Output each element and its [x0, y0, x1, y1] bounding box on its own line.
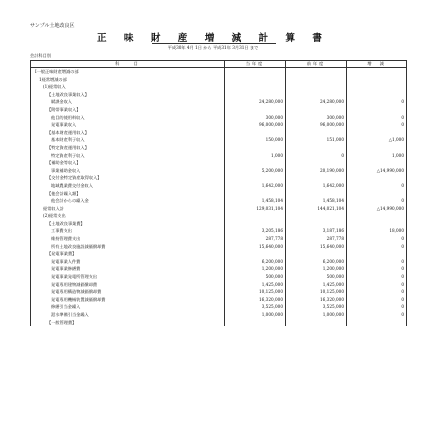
current-year-cell: [225, 190, 286, 198]
table-row: [31, 98, 407, 106]
table-row: [31, 197, 407, 205]
prior-year-cell: 3,525,000: [286, 303, 347, 311]
account-cell: 発電事業発電所管理支出: [31, 273, 225, 281]
change-cell: [347, 144, 407, 152]
table-row: [31, 136, 407, 144]
table-row: [31, 129, 407, 137]
account-cell: 特定資産利子収入: [31, 152, 225, 160]
table-row: [31, 91, 407, 99]
current-year-cell: 96,000,000: [225, 121, 286, 129]
table-row: [31, 212, 407, 220]
account-cell: 事業補助金収入: [31, 167, 225, 175]
table-row: [31, 258, 407, 266]
prior-year-cell: 1,200,000: [286, 265, 347, 273]
change-cell: △1,000: [347, 136, 407, 144]
table-row: [31, 288, 407, 296]
current-year-cell: 150,000: [225, 136, 286, 144]
change-cell: 1,000: [347, 152, 407, 160]
table-row: [31, 227, 407, 235]
change-cell: 0: [347, 303, 407, 311]
table-row: [31, 159, 407, 167]
current-year-cell: 1,642,000: [225, 182, 286, 190]
prior-year-cell: 20,190,000: [286, 167, 347, 175]
prior-year-cell: 300,000: [286, 114, 347, 122]
prior-year-cell: [286, 68, 347, 76]
account-cell: 【他会計繰入額】: [31, 190, 225, 198]
account-cell: 基本財産利子収入: [31, 136, 225, 144]
account-cell: 【附帯事業収入】: [31, 106, 225, 114]
prior-year-cell: 96,000,000: [286, 121, 347, 129]
table-row: [31, 243, 407, 251]
table-body: [31, 68, 407, 327]
change-cell: [347, 91, 407, 99]
account-cell: 発電事業修繕費: [31, 265, 225, 273]
prior-year-cell: 0: [286, 152, 347, 160]
account-cell: 他目的使用料収入: [31, 114, 225, 122]
table-row: [31, 220, 407, 228]
prior-year-cell: 1,000,000: [286, 311, 347, 319]
change-cell: 0: [347, 121, 407, 129]
table-row: [31, 235, 407, 243]
account-cell: 修繕引当金繰入: [31, 303, 225, 311]
account-cell: 他会計からの繰入金: [31, 197, 225, 205]
current-year-cell: 1,425,000: [225, 281, 286, 289]
prior-year-cell: 24,280,000: [286, 98, 347, 106]
change-cell: 0: [347, 288, 407, 296]
current-year-cell: 15,640,000: [225, 243, 286, 251]
current-year-cell: 24,280,000: [225, 98, 286, 106]
prior-year-cell: [286, 106, 347, 114]
prior-year-cell: 287,778: [286, 235, 347, 243]
prior-year-cell: 144,021,104: [286, 205, 347, 213]
current-year-cell: 129,031,104: [225, 205, 286, 213]
change-cell: 0: [347, 281, 407, 289]
current-year-cell: [225, 174, 286, 182]
account-cell: (2)経常支出: [31, 212, 225, 220]
table-row: [31, 190, 407, 198]
account-cell: 【基本財産運用収入】: [31, 129, 225, 137]
table-row: [31, 68, 407, 76]
change-cell: 0: [347, 265, 407, 273]
net-assets-statement-table: [30, 60, 407, 326]
prior-year-cell: [286, 250, 347, 258]
prior-year-cell: 3,187,186: [286, 227, 347, 235]
change-cell: [347, 250, 407, 258]
current-year-cell: [225, 129, 286, 137]
table-row: [31, 303, 407, 311]
account-cell: 渇水準備引当金繰入: [31, 311, 225, 319]
account-cell: 工事費支出: [31, 227, 225, 235]
change-cell: 0: [347, 235, 407, 243]
prior-year-cell: [286, 159, 347, 167]
current-year-cell: 16,320,000: [225, 296, 286, 304]
account-cell: 発電専用構造物減価償却費: [31, 288, 225, 296]
table-row: [31, 311, 407, 319]
prior-year-cell: [286, 76, 347, 84]
change-cell: 0: [347, 311, 407, 319]
account-cell: (1)経常収入: [31, 83, 225, 91]
table-row: [31, 144, 407, 152]
change-cell: 0: [347, 197, 407, 205]
change-cell: 0: [347, 243, 407, 251]
account-cell: 【補助金等収入】: [31, 159, 225, 167]
table-row: [31, 250, 407, 258]
prior-year-cell: 500,000: [286, 273, 347, 281]
current-year-cell: [225, 76, 286, 84]
change-cell: △14,990,000: [347, 167, 407, 175]
change-cell: [347, 212, 407, 220]
table-row: [31, 273, 407, 281]
table-row: [31, 121, 407, 129]
account-cell: 【特定資産運用収入】: [31, 144, 225, 152]
current-year-cell: 6,200,000: [225, 258, 286, 266]
table-header-row: [31, 61, 407, 68]
prior-year-cell: [286, 174, 347, 182]
change-cell: [347, 76, 407, 84]
current-year-cell: [225, 91, 286, 99]
title-underline: [152, 43, 276, 44]
account-cell: 維持管理費支出: [31, 235, 225, 243]
current-year-cell: [225, 319, 286, 327]
column-header-prior-year: 前年度: [286, 61, 347, 68]
current-year-cell: 1,458,104: [225, 197, 286, 205]
change-cell: 0: [347, 296, 407, 304]
prior-year-cell: [286, 91, 347, 99]
account-cell: 発電専用建物減価償却費: [31, 281, 225, 289]
table-row: [31, 76, 407, 84]
table-row: [31, 152, 407, 160]
current-year-cell: 287,778: [225, 235, 286, 243]
current-year-cell: [225, 68, 286, 76]
current-year-cell: 3,525,000: [225, 303, 286, 311]
account-cell: 所有土地改良施設減価償却費: [31, 243, 225, 251]
change-cell: 0: [347, 98, 407, 106]
change-cell: [347, 68, 407, 76]
current-year-cell: 3,205,186: [225, 227, 286, 235]
current-year-cell: [225, 106, 286, 114]
column-header-current-year: 当年度: [225, 61, 286, 68]
prior-year-cell: [286, 129, 347, 137]
account-cell: 賦課金収入: [31, 98, 225, 106]
table-row: [31, 265, 407, 273]
account-cell: 経常収入計: [31, 205, 225, 213]
table-row: [31, 167, 407, 175]
account-cell: 【発電事業費】: [31, 250, 225, 258]
account-cell: 発電専用機械装置減価償却費: [31, 296, 225, 304]
current-year-cell: [225, 144, 286, 152]
account-cell: Ⅰ一般正味財産増減の部: [31, 68, 225, 76]
prior-year-cell: 151,000: [286, 136, 347, 144]
prior-year-cell: 1,458,104: [286, 197, 347, 205]
account-cell: 発電事業人件費: [31, 258, 225, 266]
table-row: [31, 83, 407, 91]
table-row: [31, 106, 407, 114]
change-cell: [347, 159, 407, 167]
account-cell: 発電事業収入: [31, 121, 225, 129]
table-row: [31, 174, 407, 182]
prior-year-cell: 15,640,000: [286, 243, 347, 251]
current-year-cell: [225, 250, 286, 258]
prior-year-cell: [286, 83, 347, 91]
document-title: 正 味 財 産 増 減 計 算 書: [96, 33, 330, 44]
current-year-cell: 500,000: [225, 273, 286, 281]
prior-year-cell: 1,642,000: [286, 182, 347, 190]
account-cell: 【交付金特定資産取得収入】: [31, 174, 225, 182]
change-cell: 0: [347, 273, 407, 281]
column-header-change: 増 減: [347, 61, 407, 68]
account-cell: 【土地改良事業費】: [31, 220, 225, 228]
change-cell: [347, 83, 407, 91]
prior-year-cell: [286, 212, 347, 220]
change-cell: [347, 129, 407, 137]
prior-year-cell: [286, 220, 347, 228]
change-cell: [347, 220, 407, 228]
current-year-cell: [225, 83, 286, 91]
change-cell: 18,000: [347, 227, 407, 235]
prior-year-cell: 6,200,000: [286, 258, 347, 266]
current-year-cell: 1,200,000: [225, 265, 286, 273]
prior-year-cell: 1,425,000: [286, 281, 347, 289]
current-year-cell: 1,000: [225, 152, 286, 160]
current-year-cell: [225, 212, 286, 220]
change-cell: 0: [347, 114, 407, 122]
organization-name: サンプル土地改良区: [30, 23, 75, 29]
table-row: [31, 319, 407, 327]
account-cell: 1経常増減の部: [31, 76, 225, 84]
current-year-cell: 10,125,000: [225, 288, 286, 296]
change-cell: [347, 190, 407, 198]
table-row: [31, 205, 407, 213]
fiscal-period: 平成30年 4月 1日 から 平成31年 3月31日 まで: [167, 45, 259, 50]
change-cell: 0: [347, 182, 407, 190]
accounting-unit-label: 会計科目別: [30, 53, 51, 58]
column-header-account: 科 目: [31, 61, 225, 68]
prior-year-cell: [286, 319, 347, 327]
account-cell: 【土地改良事業収入】: [31, 91, 225, 99]
change-cell: [347, 106, 407, 114]
account-cell: 地域農業費交付金収入: [31, 182, 225, 190]
prior-year-cell: 16,320,000: [286, 296, 347, 304]
change-cell: 0: [347, 258, 407, 266]
table-row: [31, 182, 407, 190]
change-cell: △14,990,000: [347, 205, 407, 213]
change-cell: [347, 319, 407, 327]
current-year-cell: [225, 159, 286, 167]
table-row: [31, 281, 407, 289]
current-year-cell: 1,000,000: [225, 311, 286, 319]
table-row: [31, 296, 407, 304]
account-cell: 【一般管理費】: [31, 319, 225, 327]
table-row: [31, 114, 407, 122]
change-cell: [347, 174, 407, 182]
prior-year-cell: 10,125,000: [286, 288, 347, 296]
current-year-cell: 300,000: [225, 114, 286, 122]
prior-year-cell: [286, 144, 347, 152]
prior-year-cell: [286, 190, 347, 198]
current-year-cell: [225, 220, 286, 228]
current-year-cell: 5,200,000: [225, 167, 286, 175]
